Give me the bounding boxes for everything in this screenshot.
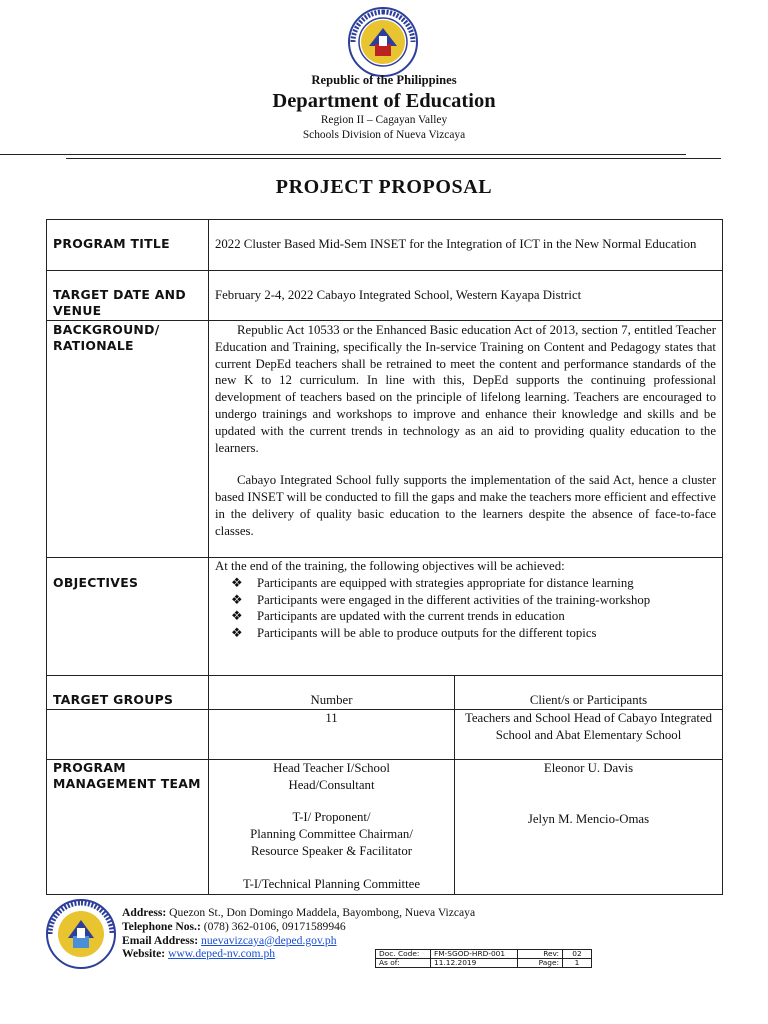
objectives-intro: At the end of the training, the following objectives will be achieved: [215,559,565,573]
diamond-bullet-icon: ❖ [231,575,243,590]
management-roles [209,759,455,894]
objectives-cell [209,558,723,676]
page-value: 1 [563,959,592,968]
target-date-value: February 2-4, 2022 Cabayo Integrated School, Western Kayapa District [209,271,723,321]
role-technical-committee: T-I/Technical Planning Committee [242,876,421,891]
header-rule-bottom [66,158,721,159]
name-proponent: Jelyn M. Mencio-Omas [527,811,650,826]
objectives-row [47,558,723,676]
role-proponent-line1: T-I/ Proponent/ [292,810,371,825]
background-paragraph-2: Cabayo Integrated School fully supports the implementation of the said Act, hence a cluster based INSET will be conducted to fill the gaps and make the teachers more efficient and effective in the delivery of quality basic education to the learners despite the absence of face-to-face classes. [215,473,716,538]
background-cell [209,321,723,558]
target-date-label: TARGET DATE AND VENUE [47,271,209,321]
background-paragraph-1: Republic Act 10533 or the Enhanced Basic education Act of 2013, section 7, entitled Teacher Education and Training, specifically the In-service Training on Content and Pedagogy states that current DepEd teachers shall be retrained to meet the content and performance standards of the new K to 12 curriculum. In line with this, DepEd supports the continuing professional development of teachers based on the principle of lifelong learning. Teachers are encouraged to undergo trainings and workshops to improve and enhance their knowledge and skills and be updated with the current trends in technology as an aid to providing quality education to the learners. [215,323,716,455]
management-names [455,759,723,894]
program-title-row [47,220,723,271]
as-of-label: As of: [376,959,431,968]
department-name: Department of Education [272,90,496,112]
footer-address: Address: Quezon St., Don Domingo Maddela, Bayombong, Nueva Vizcaya [122,906,476,919]
empty-label-cell [47,709,209,759]
objective-item: ❖ Participants are equipped with strategies appropriate for distance learning [231,575,634,590]
management-row [47,759,723,894]
objectives-list [215,575,716,642]
management-label: PROGRAM MANAGEMENT TEAM [47,759,209,894]
objectives-label: OBJECTIVES [47,558,209,676]
division-line: Schools Division of Nueva Vizcaya [302,129,466,141]
doc-code-label: Doc. Code: [376,950,431,959]
footer-email: Email Address: nuevavizcaya@deped.gov.ph [122,933,337,947]
region-line: Region II – Cagayan Valley [320,114,448,126]
name-consultant: Eleonor U. Davis [543,760,634,775]
participant-clients: Teachers and School Head of Cabayo Integrated School and Abat Elementary School [455,709,723,759]
email-link[interactable]: nuevavizcaya@deped.gov.ph [201,933,337,947]
diamond-bullet-icon: ❖ [231,609,243,624]
role-proponent-line3: Resource Speaker & Facilitator [251,843,412,858]
target-groups-header-row [47,676,723,710]
document-title: PROJECT PROPOSAL [275,176,493,198]
participant-number: 11 [209,709,455,759]
role-head-teacher: Head Teacher I/School Head/Consultant [273,760,390,792]
number-column-header: Number [209,676,455,710]
objective-item: ❖ Participants were engaged in the different activities of the training-workshop [231,592,651,607]
proposal-table [46,219,723,895]
website-link[interactable]: www.deped-nv.com.ph [168,947,276,961]
target-groups-data-row [47,709,723,759]
footer-website: Website: www.deped-nv.com.ph [122,947,276,961]
diamond-bullet-icon: ❖ [231,626,243,641]
as-of-value: 11.12.2019 [431,959,518,968]
doc-code-value: FM-SGOD-HRD-001 [431,950,518,959]
background-row [47,321,723,558]
rev-label: Rev: [518,950,563,959]
rev-value: 02 [563,950,592,959]
objective-item: ❖ Participants are updated with the current trends in education [231,609,565,624]
header-rule-top [0,154,686,155]
target-groups-label: TARGET GROUPS [47,676,209,710]
objective-item: ❖ Participants will be able to produce outputs for the different topics [231,626,597,641]
role-proponent-line2: Planning Committee Chairman/ [250,827,413,842]
background-label: BACKGROUND/ RATIONALE [47,321,209,558]
target-date-row [47,271,723,321]
deped-seal-logo [345,6,421,78]
page-label: Page: [518,959,563,968]
deped-footer-seal-logo [44,898,118,970]
program-title-value: 2022 Cluster Based Mid-Sem INSET for the Integration of ICT in the New Normal Education [209,220,723,271]
document-control-table [375,949,592,968]
program-title-label: PROGRAM TITLE [47,220,209,271]
diamond-bullet-icon: ❖ [231,592,243,607]
republic-line: Republic of the Philippines [311,73,457,87]
clients-column-header: Client/s or Participants [455,676,723,710]
footer-telephone: Telephone Nos.: (078) 362-0106, 09171589946 [122,919,346,933]
